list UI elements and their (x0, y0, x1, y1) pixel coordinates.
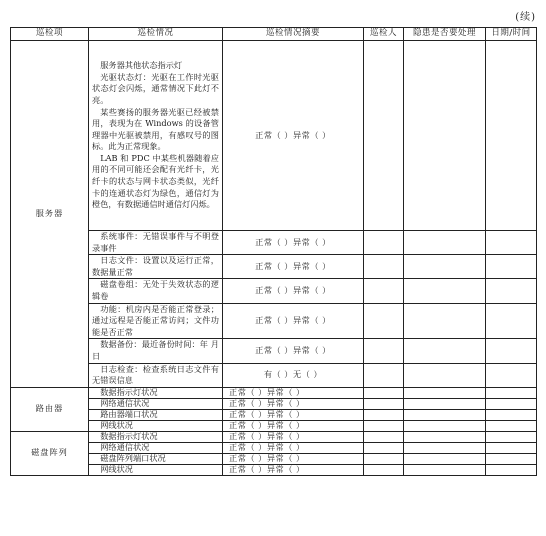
header-datetime: 日期/时间 (486, 28, 537, 41)
situation-cell (89, 464, 223, 475)
inspector-cell[interactable] (364, 231, 404, 255)
situation-paragraph: 磁盘卷组：无处于失效状态的逻辑卷 (92, 279, 219, 301)
situation-paragraph: 功能：机房内是否能正常登录；通过远程是否能正常访问；文件功能是否正常 (92, 303, 219, 337)
hazard-cell[interactable] (404, 231, 486, 255)
situation-paragraph: 某些赛扬的服务器光驱已经被禁用，表现为在 Windows 的设备管理器中光驱被禁用，有感叹号的图标。此为正常现象。 (92, 106, 219, 152)
situation-cell (89, 231, 223, 255)
situation-paragraph: 系统事件：无错误事件与不明登录事件 (92, 231, 219, 253)
situation-cell (89, 420, 223, 431)
summary-cell: 正常（ ）异常（ ） (223, 387, 364, 398)
situation-paragraph: 服务器其他状态指示灯 (100, 60, 183, 71)
datetime-cell[interactable] (486, 255, 537, 279)
situation-paragraph: 网线状况 (100, 419, 133, 430)
hazard-cell[interactable] (404, 41, 486, 231)
datetime-cell[interactable] (486, 398, 537, 409)
hazard-cell[interactable] (404, 363, 486, 387)
situation-paragraph: 网络通信状况 (100, 441, 150, 452)
hazard-cell[interactable] (404, 398, 486, 409)
hazard-cell[interactable] (404, 339, 486, 363)
table-row (11, 431, 537, 442)
summary-cell: 正常（ ）异常（ ） (223, 420, 364, 431)
summary-cell: 正常（ ）异常（ ） (223, 339, 364, 363)
situation-paragraph: 数据指示灯状况 (100, 430, 158, 441)
situation-paragraph: 网线状况 (100, 463, 133, 474)
hazard-cell[interactable] (404, 409, 486, 420)
summary-cell: 正常（ ）异常（ ） (223, 431, 364, 442)
situation-paragraph: 路由器端口状况 (100, 408, 158, 419)
table-row (11, 409, 537, 420)
summary-cell: 正常（ ）异常（ ） (223, 279, 364, 303)
table-row (11, 398, 537, 409)
datetime-cell[interactable] (486, 41, 537, 231)
situation-cell (89, 387, 223, 398)
table-row (11, 303, 537, 339)
header-item: 巡检项 (11, 28, 89, 41)
hazard-cell[interactable] (404, 453, 486, 464)
situation-cell (89, 255, 223, 279)
datetime-cell[interactable] (486, 453, 537, 464)
datetime-cell[interactable] (486, 303, 537, 339)
hazard-cell[interactable] (404, 279, 486, 303)
datetime-cell[interactable] (486, 231, 537, 255)
category-cell: 路由器 (11, 387, 89, 431)
datetime-cell[interactable] (486, 363, 537, 387)
table-row (11, 453, 537, 464)
inspector-cell[interactable] (364, 420, 404, 431)
datetime-cell[interactable] (486, 442, 537, 453)
hazard-cell[interactable] (404, 442, 486, 453)
inspector-cell[interactable] (364, 279, 404, 303)
header-inspector: 巡检人 (364, 28, 404, 41)
situation-cell (89, 442, 223, 453)
datetime-cell[interactable] (486, 464, 537, 475)
situation-cell (89, 398, 223, 409)
inspector-cell[interactable] (364, 339, 404, 363)
datetime-cell[interactable] (486, 420, 537, 431)
summary-cell: 正常（ ）异常（ ） (223, 255, 364, 279)
hazard-cell[interactable] (404, 387, 486, 398)
summary-cell: 正常（ ）异常（ ） (223, 41, 364, 231)
inspector-cell[interactable] (364, 409, 404, 420)
hazard-cell[interactable] (404, 303, 486, 339)
inspector-cell[interactable] (364, 431, 404, 442)
inspector-cell[interactable] (364, 442, 404, 453)
situation-paragraph: 磁盘阵列端口状况 (100, 452, 166, 463)
situation-paragraph: 数据指示灯状况 (100, 386, 158, 397)
situation-cell (89, 41, 223, 231)
table-row (11, 339, 537, 363)
summary-cell: 正常（ ）异常（ ） (223, 442, 364, 453)
situation-paragraph: 日志检查：检查系统日志文件有无错误信息 (92, 363, 219, 386)
datetime-cell[interactable] (486, 279, 537, 303)
situation-cell (89, 303, 223, 339)
situation-paragraph: 光驱状态灯：光驱在工作时光驱状态灯会闪烁，通常情况下此灯不亮。 (92, 71, 219, 105)
table-row (11, 420, 537, 431)
inspector-cell[interactable] (364, 363, 404, 387)
situation-cell (89, 363, 223, 387)
inspector-cell[interactable] (364, 303, 404, 339)
hazard-cell[interactable] (404, 464, 486, 475)
situation-cell (89, 409, 223, 420)
inspection-table (10, 27, 537, 476)
summary-cell: 正常（ ）异常（ ） (223, 409, 364, 420)
datetime-cell[interactable] (486, 339, 537, 363)
inspector-cell[interactable] (364, 387, 404, 398)
inspector-cell[interactable] (364, 453, 404, 464)
situation-cell (89, 453, 223, 464)
table-row (11, 279, 537, 303)
datetime-cell[interactable] (486, 387, 537, 398)
situation-paragraph: 日志文件：设置以及运行正常，数据量正常 (92, 255, 219, 277)
inspector-cell[interactable] (364, 464, 404, 475)
summary-cell: 有（ ）无（ ） (223, 363, 364, 387)
table-row (11, 464, 537, 475)
summary-cell: 正常（ ）异常（ ） (223, 398, 364, 409)
table-row (11, 442, 537, 453)
situation-paragraph: 数据备份：最近备份时间：年 月 日 (92, 339, 219, 361)
hazard-cell[interactable] (404, 431, 486, 442)
inspector-cell[interactable] (364, 255, 404, 279)
table-row (11, 255, 537, 279)
datetime-cell[interactable] (486, 431, 537, 442)
continued-label: (续) (515, 12, 536, 23)
category-cell: 磁盘阵列 (11, 431, 89, 475)
header-row (11, 28, 537, 41)
table-row (11, 41, 537, 231)
datetime-cell[interactable] (486, 409, 537, 420)
situation-cell (89, 431, 223, 442)
summary-cell: 正常（ ）异常（ ） (223, 231, 364, 255)
header-situation: 巡检情况 (89, 28, 223, 41)
situation-paragraph: 网络通信状况 (100, 397, 150, 408)
table-row (11, 363, 537, 387)
hazard-cell[interactable] (404, 420, 486, 431)
summary-cell: 正常（ ）异常（ ） (223, 453, 364, 464)
situation-paragraph: LAB 和 PDC 中某些机器随着应用的不同可能还会配有光纤卡，光纤卡的状态与网卡状态类似，光纤卡的连通状态灯为绿色，通信灯为橙色，有数据通信时通信灯闪烁。 (92, 152, 219, 210)
situation-cell (89, 279, 223, 303)
header-hazard: 隐患是否要处理 (404, 28, 486, 41)
header-summary: 巡检情况摘要 (223, 28, 364, 41)
summary-cell: 正常（ ）异常（ ） (223, 303, 364, 339)
category-cell: 服务器 (11, 41, 89, 388)
inspector-cell[interactable] (364, 41, 404, 231)
inspector-cell[interactable] (364, 398, 404, 409)
table-row (11, 387, 537, 398)
hazard-cell[interactable] (404, 255, 486, 279)
situation-cell (89, 339, 223, 363)
table-row (11, 231, 537, 255)
summary-cell: 正常（ ）异常（ ） (223, 464, 364, 475)
